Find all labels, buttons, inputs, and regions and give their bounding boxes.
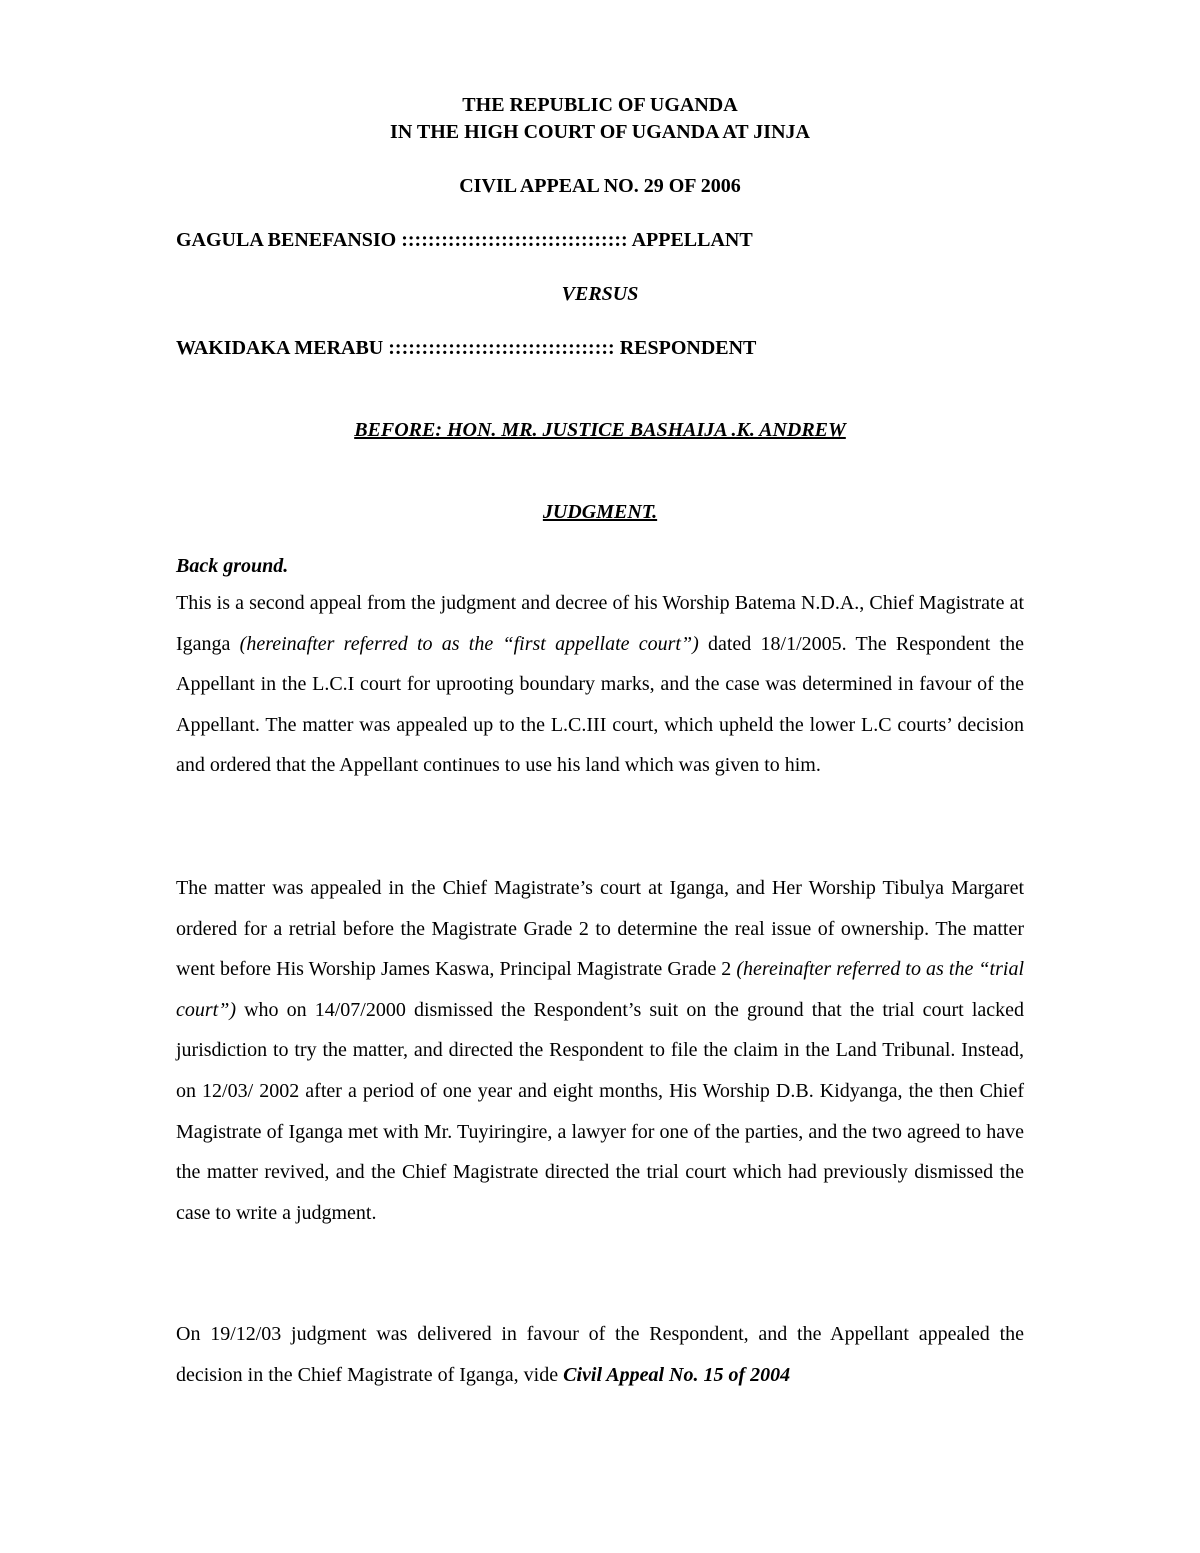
paragraph-2-text-a: The matter was appealed in the Chief Magistrate’s court at Iganga, and Her Worship Tibulya Margaret ordered for a retrial before the Magistrate Grade 2 to determine the real issue of ownership. The matter went before His Worship James Kaswa, Principal Magistrate Grade 2 xyxy=(176,877,1024,981)
before-justice: BEFORE: HON. MR. JUSTICE BASHAIJA .K. ANDREW xyxy=(354,419,846,441)
background-heading: Back ground. xyxy=(176,555,289,577)
paragraph-1-text-a: This is a second appeal from the judgment and decree of his Worship Batema N.D.A., Chief Magistrate at Iganga xyxy=(176,592,1024,655)
appellant-role: APPELLANT xyxy=(631,229,753,251)
respondent-separator: :::::::::::::::::::::::::::::::::: xyxy=(388,337,615,359)
court-title: IN THE HIGH COURT OF UGANDA AT JINJA xyxy=(390,121,810,143)
appellant-separator: :::::::::::::::::::::::::::::::::: xyxy=(401,229,628,251)
paragraph-3 xyxy=(176,1314,1024,1395)
appellant-line xyxy=(176,227,753,253)
versus-label: VERSUS xyxy=(561,283,639,305)
paragraph-2-text-c: who on 14/07/2000 dismissed the Respondent’s suit on the ground that the trial court lacked jurisdiction to try the matter, and directed the Respondent to file the claim in the Land Tribunal. Instead, on 12/03/ 2002 after a period of one year and eight months, His Worship D.B. Kidyanga, the then Chief Magistrate of Iganga met with Mr. Tuyiringire, a lawyer for one of the parties, and the two agreed to have the matter revived, and the Chief Magistrate directed the trial court which had previously dismissed the case to write a judgment. xyxy=(176,998,1024,1224)
paragraph-2-italic: (hereinafter referred to as the “trial court”) xyxy=(176,958,1025,1021)
appellant-name: GAGULA BENEFANSIO xyxy=(176,229,397,251)
paragraph-1-text-c: dated 18/1/2005. The Respondent the Appellant in the L.C.I court for uprooting boundary marks, and the case was determined in favour of the Appellant. The matter was appealed up to the L.C.III court, which upheld the lower L.C courts’ decision and ordered that the Appellant continues to use his land which was given to him. xyxy=(176,632,1024,777)
respondent-role: RESPONDENT xyxy=(619,337,757,359)
paragraph-3-text-a: On 19/12/03 judgment was delivered in favour of the Respondent, and the Appellant appealed the decision in the Chief Magistrate of Iganga, vide xyxy=(176,1323,1024,1386)
paragraph-1 xyxy=(176,583,1024,786)
paragraph-1-italic: (hereinafter referred to as the “first appellate court”) xyxy=(239,632,699,655)
paragraph-2 xyxy=(176,868,1024,1233)
judgment-title: JUDGMENT. xyxy=(542,501,658,523)
respondent-name: WAKIDAKA MERABU xyxy=(176,337,384,359)
case-number: CIVIL APPEAL NO. 29 OF 2006 xyxy=(459,175,741,197)
paragraph-3-citation: Civil Appeal No. 15 of 2004 xyxy=(563,1363,791,1386)
republic-title: THE REPUBLIC OF UGANDA xyxy=(462,94,738,116)
respondent-line xyxy=(176,335,756,361)
